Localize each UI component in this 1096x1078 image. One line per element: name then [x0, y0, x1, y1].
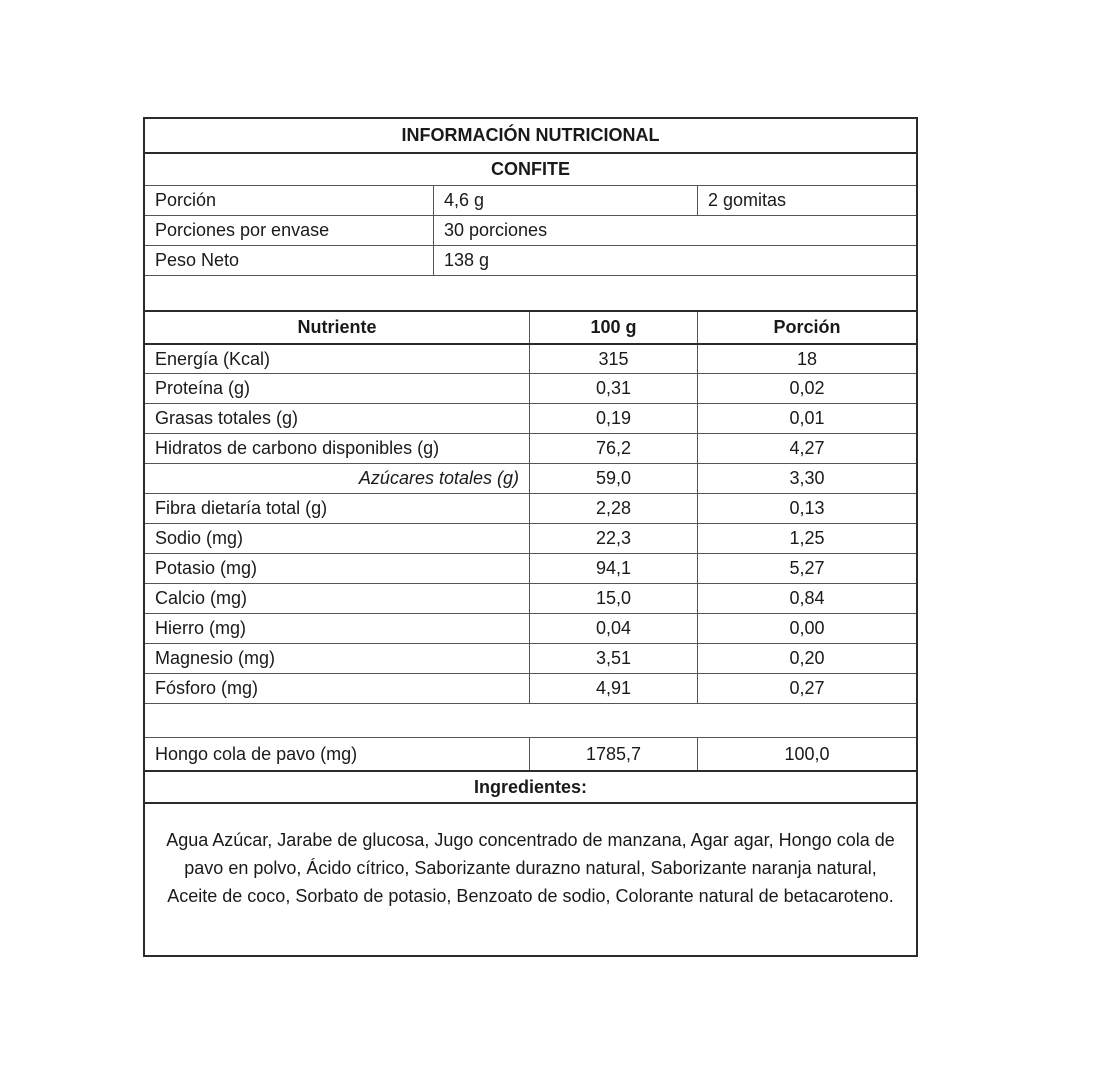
nutrient-portion: 0,84: [697, 584, 916, 613]
nutrient-portion: 0,20: [697, 644, 916, 673]
extra-row: [145, 737, 916, 770]
nutrient-per100: 22,3: [529, 524, 697, 553]
nutrient-name: Magnesio (mg): [155, 648, 276, 668]
nutrient-per100: 3,51: [529, 644, 697, 673]
product-name: CONFITE: [491, 159, 570, 179]
nutrient-portion: 3,30: [697, 464, 916, 493]
title-row: [145, 119, 916, 152]
table-row: [145, 403, 916, 433]
nutrient-name: Sodio (mg): [155, 528, 244, 548]
portion-row: [145, 185, 916, 215]
nutrient-per100: 59,0: [529, 464, 697, 493]
net-weight-value: 138 g: [433, 246, 916, 275]
nutrient-per100: 0,04: [529, 614, 697, 643]
table-row: [145, 523, 916, 553]
ingredients-text: Agua Azúcar, Jarabe de glucosa, Jugo concentrado de manzana, Agar agar, Hongo cola de pavo en polvo, Ácido cítrico, Saborizante durazno natural, Saborizante naranja natural, Aceite de coco, Sorbato de potasio, Benzoato de sodio, Colorante natural de betacaroteno.: [166, 830, 895, 906]
extra-per100: 1785,7: [529, 738, 697, 770]
nutrient-portion: 1,25: [697, 524, 916, 553]
nutrient-name: Calcio (mg): [155, 588, 248, 608]
table-row: [145, 673, 916, 703]
table-row: [145, 433, 916, 463]
nutrient-header-row: [145, 310, 916, 343]
table-row: [145, 463, 916, 493]
nutrient-portion: 0,00: [697, 614, 916, 643]
nutrient-portion: 5,27: [697, 554, 916, 583]
ingredients-heading-row: [145, 770, 916, 802]
extra-name: Hongo cola de pavo (mg): [155, 743, 358, 764]
nutrition-label: [143, 117, 918, 957]
nutrient-name: Energía (Kcal): [155, 348, 271, 369]
header-nutrient: Nutriente: [297, 317, 377, 337]
nutrient-per100: 94,1: [529, 554, 697, 583]
nutrient-portion: 0,02: [697, 374, 916, 403]
portion-label: Porción: [155, 190, 217, 210]
table-row: [145, 613, 916, 643]
table-row: [145, 643, 916, 673]
nutrient-name: Hidratos de carbono disponibles (g): [155, 438, 440, 458]
nutrient-portion: 0,01: [697, 404, 916, 433]
net-weight-label: Peso Neto: [155, 250, 240, 270]
servings-row: [145, 215, 916, 245]
nutrient-name: Fibra dietaría total (g): [155, 498, 328, 518]
ingredients-box: [145, 802, 916, 955]
table-row: [145, 553, 916, 583]
nutrient-per100: 76,2: [529, 434, 697, 463]
header-portion: Porción: [697, 312, 916, 343]
table-row: [145, 583, 916, 613]
nutrient-name: Grasas totales (g): [155, 408, 299, 428]
nutrient-portion: 4,27: [697, 434, 916, 463]
portion-value: 4,6 g: [433, 186, 697, 215]
servings-label: Porciones por envase: [155, 220, 330, 240]
nutrient-per100: 2,28: [529, 494, 697, 523]
header-100g: 100 g: [529, 312, 697, 343]
portion-units: 2 gomitas: [697, 186, 916, 215]
nutrient-per100: 4,91: [529, 674, 697, 703]
label-title: INFORMACIÓN NUTRICIONAL: [401, 125, 660, 145]
table-row: [145, 343, 916, 373]
nutrient-portion: 0,13: [697, 494, 916, 523]
extra-portion: 100,0: [697, 738, 916, 770]
nutrient-name: Fósforo (mg): [155, 678, 259, 698]
nutrient-name: Hierro (mg): [155, 618, 247, 638]
spacer-row-2: [145, 703, 916, 737]
nutrient-name: Potasio (mg): [155, 558, 258, 578]
servings-value: 30 porciones: [433, 216, 916, 245]
table-row: [145, 493, 916, 523]
nutrient-name: Proteína (g): [155, 378, 251, 398]
nutrient-per100: 0,19: [529, 404, 697, 433]
nutrient-per100: 0,31: [529, 374, 697, 403]
net-weight-row: [145, 245, 916, 275]
nutrient-per100: 15,0: [529, 584, 697, 613]
nutrient-per100: 315: [529, 345, 697, 373]
ingredients-heading: Ingredientes:: [473, 776, 588, 797]
spacer-row: [145, 275, 916, 310]
product-row: [145, 152, 916, 185]
table-row: [145, 373, 916, 403]
nutrient-portion: 18: [697, 345, 916, 373]
nutrient-portion: 0,27: [697, 674, 916, 703]
nutrient-name: Azúcares totales (g): [358, 468, 519, 488]
